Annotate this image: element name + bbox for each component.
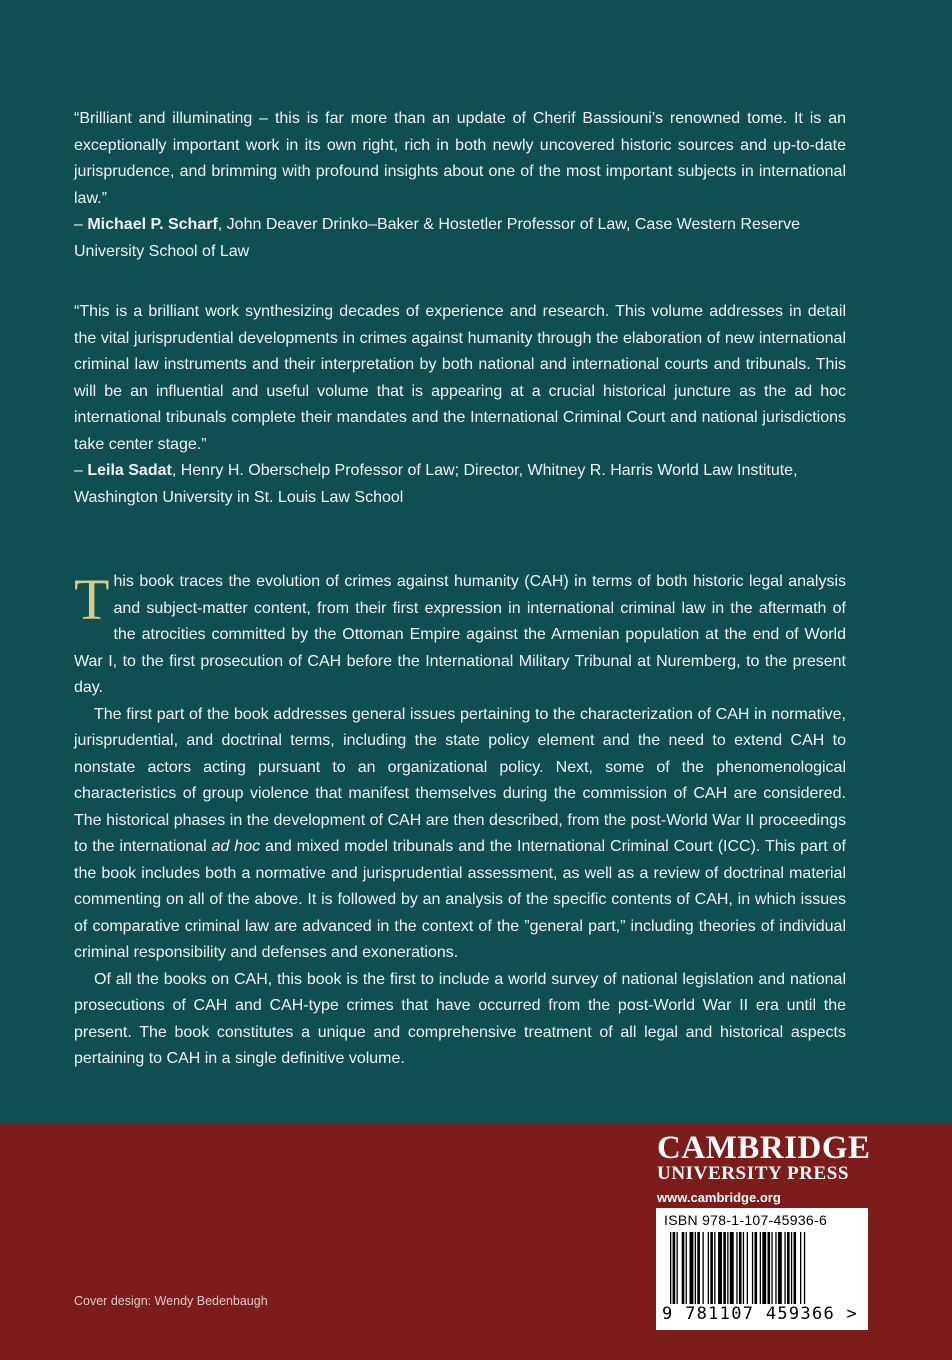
isbn-barcode: [656, 1208, 868, 1330]
barcode-bars: [664, 1232, 860, 1304]
review-quote-2: [74, 299, 846, 511]
publisher-name: CAMBRIDGE: [657, 1130, 871, 1166]
reviewer-name: Leila Sadat: [87, 462, 172, 479]
description-paragraph-1: This book traces the evolution of crimes against humanity (CAH) in terms of both historic legal analysis and subject-matter content, from their first expression in international criminal law in the aftermath of the atrocities committed by the Ottoman Empire against the Armenian population at the end of World War I, to the first prosecution of CAH before the International Military Tribunal at Nuremberg, to the present day.: [74, 567, 846, 696]
barcode-digits: 9 781107 459366 >: [662, 1304, 859, 1324]
drop-cap: T: [74, 567, 110, 632]
book-description: [74, 569, 846, 1073]
barcode-bar: [760, 1232, 761, 1304]
barcode-bar: [743, 1232, 744, 1304]
description-paragraph-3: Of all the books on CAH, this book is the first to include a world survey of national legislation and national prosecutions of CAH and CAH-type crimes that have occurred from the post-World War II era until the present. The book constitutes a unique and comprehensive treatment of all legal and historical aspects pertaining to CAH in a single definitive volume.: [74, 970, 846, 1067]
barcode-bar: [682, 1232, 685, 1304]
barcode-bar: [771, 1232, 772, 1304]
barcode-bar: [727, 1232, 728, 1304]
barcode-bar: [747, 1232, 748, 1304]
quote-text: “This is a brilliant work synthesizing decades of experience and research. This volume addresses in detail the vital jurisprudential developments in crimes against humanity through the elaboration of new international criminal law instruments and their interpretation by both national and international courts and tribunals. This will be an influential and useful volume that is appearing at a crucial historical juncture as the ad hoc international tribunals complete their mandates and the International Criminal Court and national jurisdictions take center stage.”: [74, 303, 846, 453]
barcode-bar: [686, 1232, 687, 1304]
barcode-bar: [690, 1232, 694, 1304]
barcode-bar: [755, 1232, 758, 1304]
barcode-bar: [800, 1232, 801, 1304]
barcode-bar: [775, 1232, 776, 1304]
description-paragraph-2: The first part of the book addresses general issues pertaining to the characterization of CAH in normative, jurisprudential, and doctrinal terms, including the state policy element and the need to extend CAH to nonstate actors acting pursuant to an organizational policy. Next, some of the phenomenological characteristics of group violence that manifest themselves during the commission of CAH are considered. The historical phases in the development of CAH are then described, from the post-World War II proceedings to the international ad hoc and mixed model tribunals and the International Criminal Court (ICC). This part of the book includes both a normative and jurisprudential assessment, as well as a review of doctrinal material commenting on all of the above. It is followed by an analysis of the specific contents of CAH, in which issues of comparative criminal law are advanced in the context of the ”general part,” including theories of individual criminal responsibility and defenses and exonerations.: [74, 705, 847, 961]
review-quote-1: [74, 106, 846, 265]
barcode-bar: [739, 1232, 742, 1304]
barcode-bar: [670, 1232, 671, 1304]
barcode-bar: [708, 1232, 709, 1304]
barcode-bar: [787, 1232, 790, 1304]
barcode-bar: [714, 1232, 715, 1304]
barcode-bar: [673, 1232, 676, 1304]
barcode-bar: [804, 1232, 805, 1304]
reviewer-affiliation: , John Deaver Drinko–Baker & Hostetler Professor of Law, Case Western Reserve University School of Law: [74, 216, 800, 260]
barcode-bar: [703, 1232, 704, 1304]
barcode-bar: [710, 1232, 713, 1304]
quote-attribution: – Leila Sadat, Henry H. Oberschelp Professor of Law; Director, Whitney R. Harris World Law Institute, Washington University in St. Louis Law School: [74, 462, 798, 506]
barcode-bar: [730, 1232, 734, 1304]
publisher-subtitle: UNIVERSITY PRESS: [657, 1163, 850, 1184]
barcode-bar: [697, 1232, 700, 1304]
barcode-bar: [718, 1232, 722, 1304]
quote-attribution: – Michael P. Scharf, John Deaver Drinko–Baker & Hostetler Professor of Law, Case Western Reserve University School of Law: [74, 216, 800, 260]
barcode-bar: [736, 1232, 737, 1304]
publisher-logo: [657, 1130, 871, 1205]
barcode-bar: [695, 1232, 696, 1304]
quote-text: “Brilliant and illuminating – this is far more than an update of Cherif Bassiouni’s renowned tome. It is an exceptionally important work in its own right, rich in both newly uncovered historic sources and up-to-date jurisprudence, and brimming with profound insights about one of the most important subjects in international law.”: [74, 110, 846, 207]
barcode-bar: [768, 1232, 771, 1304]
barcode-bar: [752, 1232, 753, 1304]
reviewer-affiliation: , Henry H. Oberschelp Professor of Law; Director, Whitney R. Harris World Law Institute, Washington University in St. Louis Law School: [74, 462, 798, 506]
cover-credit: Cover design: Wendy Bedenbaugh: [74, 1294, 268, 1308]
barcode-bar: [794, 1232, 797, 1304]
barcode-bar: [677, 1232, 678, 1304]
barcode-bar: [723, 1232, 726, 1304]
barcode-bar: [784, 1232, 785, 1304]
barcode-bar: [778, 1232, 782, 1304]
barcode-bar: [762, 1232, 766, 1304]
barcode-bar: [791, 1232, 792, 1304]
publisher-url: www.cambridge.org: [657, 1190, 781, 1205]
isbn-label: ISBN 978-1-107-45936-6: [664, 1212, 828, 1228]
reviewer-name: Michael P. Scharf: [87, 216, 218, 233]
